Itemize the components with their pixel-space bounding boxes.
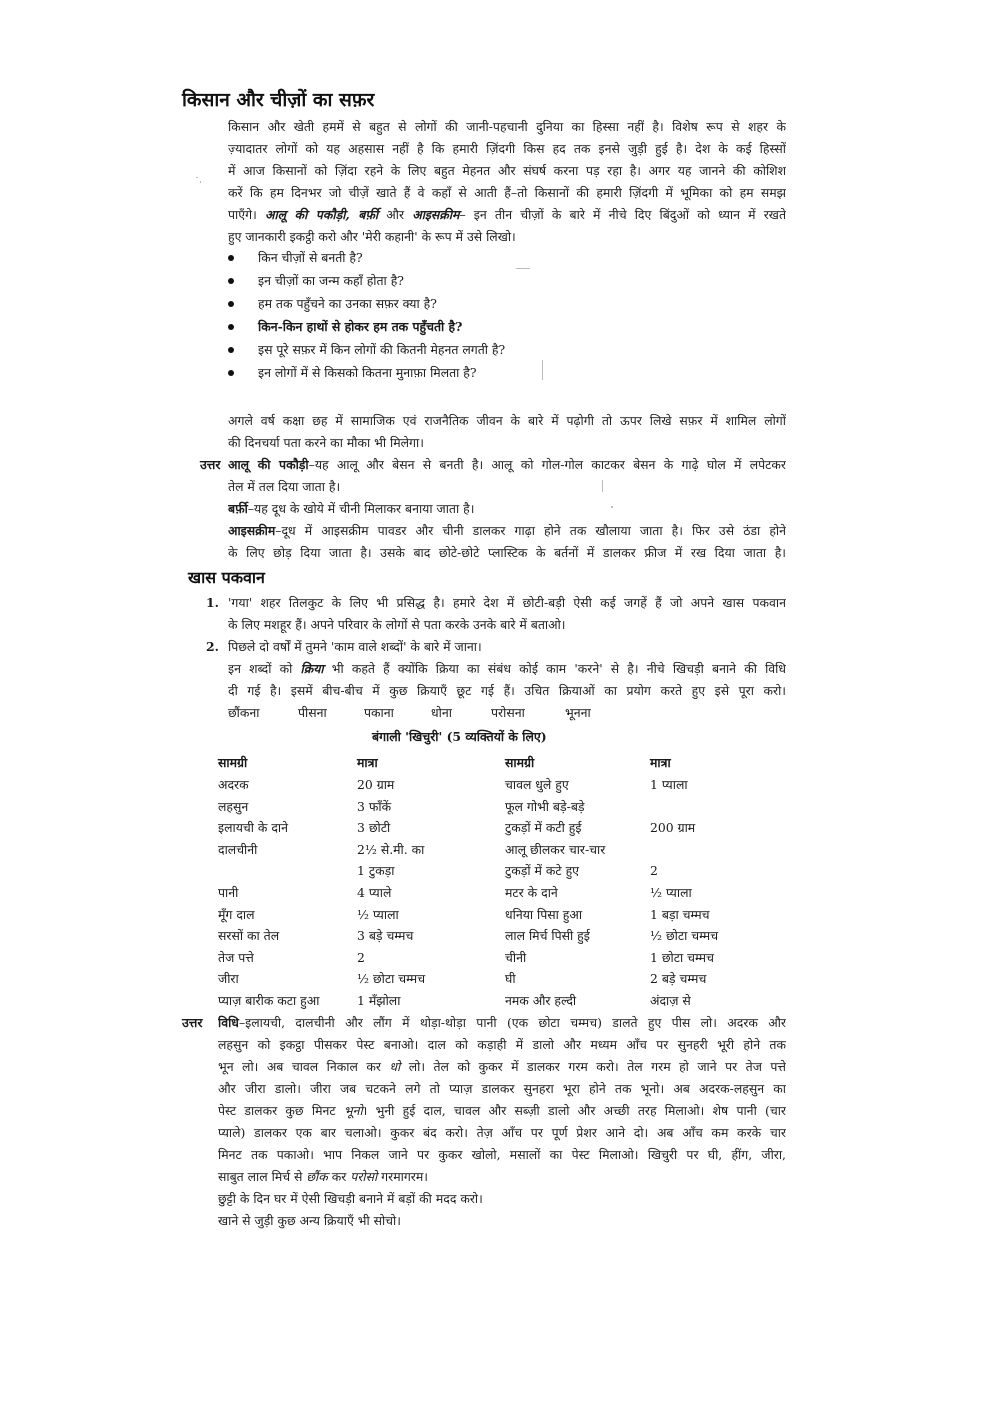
table-cell-ingredient-right: फूल गोभी बड़े-बड़े [505, 798, 585, 814]
answer-label: उत्तर [200, 457, 221, 472]
recipe-table-caption: बंगाली 'खिचुरी' (5 व्यक्तियों के लिए) [372, 729, 547, 744]
table-cell-ingredient-right: चीनी [505, 949, 527, 965]
table-cell-ingredient-right: नमक और हल्दी [505, 993, 577, 1008]
barfi-line [228, 498, 786, 520]
note-line: की दिनचर्या पता करने का मौका भी मिलेगा। [228, 435, 424, 450]
text-fragment: पाएँगे। [228, 207, 257, 222]
intro-line: हुए जानकारी इकट्ठी करो और 'मेरी कहानी' के रूप में उसे लिखो। [228, 229, 516, 244]
table-cell-ingredient-left: पानी [218, 885, 239, 900]
table-cell-quantity-left: ½ प्याला [357, 906, 399, 922]
table-cell-quantity-right: 2 [650, 863, 658, 879]
section-title-kisan: किसान और चीज़ों का सफ़र [182, 89, 375, 111]
icecream-line [228, 520, 786, 542]
table-cell-ingredient-left: सरसों का तेल [218, 928, 280, 944]
table-cell-quantity-left: ½ छोटा चम्मच [357, 971, 426, 987]
table-header: मात्रा [650, 755, 671, 770]
table-cell-ingredient-right: आलू छीलकर चार-चार [505, 841, 606, 857]
table-cell-quantity-left: 4 प्याले [357, 885, 392, 900]
table-cell-quantity-right: ½ छोटा चम्मच [650, 928, 719, 944]
text-fragment: लो। तेल को कुकर में डालकर गरम करो। तेल गरम हो जाने पर तेज पत्ते [408, 1059, 786, 1074]
verb-item: भूनना [565, 705, 591, 720]
question-number: 2. [206, 639, 219, 654]
table-cell-ingredient-right: घी [505, 971, 516, 987]
text-fragment: –यह दूध के खोये में चीनी मिलाकर बनाया जाता है। [247, 501, 475, 516]
pakodi-line: तेल में तल दिया जाता है। [228, 479, 341, 494]
note-line: अगले वर्ष कक्षा छह में सामाजिक एवं राजनैतिक जीवन के बारे में पढ़ोगी तो ऊपर लिखे सफ़र में शामिल लोगों [228, 413, 786, 428]
table-cell-quantity-left: 1 टुकड़ा [357, 863, 395, 879]
text-fragment: और [386, 207, 405, 222]
table-cell-quantity-right: 1 छोटा चम्मच [650, 949, 714, 965]
closing-line: छुट्टी के दिन घर में ऐसी खिचड़ी बनाने में बड़ों की मदद करो। [218, 1191, 483, 1206]
scan-speck [516, 268, 530, 269]
intro-line: किसान और खेती हममें से बहुत से लोगों की जानी-पहचानी दुनिया का हिस्सा नहीं है। विशेष रूप से शहर के [228, 119, 786, 134]
text-fragment: कर [331, 1169, 347, 1184]
table-cell-quantity-left: 2 [357, 949, 365, 965]
table-cell-ingredient-left: जीरा [218, 971, 239, 987]
table-cell-ingredient-left: अदरक [218, 777, 249, 792]
table-cell-quantity-right: 2 बड़े चम्मच [650, 971, 707, 987]
scan-speck [602, 480, 603, 492]
verb-item: पीसना [298, 705, 327, 720]
table-cell-quantity-right: 200 ग्राम [650, 820, 696, 836]
text-fragment: । भुनी हुई दाल, चावल और सब्ज़ी डालो और अच्छी तरह मिलाओ। शेष पानी (चार [362, 1103, 786, 1118]
table-cell-quantity-right: 1 प्याला [650, 777, 688, 792]
text-fragment: पेस्ट डालकर कुछ मिनट [218, 1103, 336, 1118]
icecream-line: के लिए छोड़ दिया जाता है। उसके बाद छोटे-छोटे प्लास्टिक के बर्तनों में डालकर फ्रीज में रख दिया जाता है। [228, 545, 786, 560]
table-header: सामग्री [218, 755, 248, 770]
table-cell-quantity-right: अंदाज़ से [650, 993, 691, 1008]
table-cell-ingredient-left: लहसुन [218, 798, 249, 814]
table-cell-quantity-left: 2½ से.मी. का [357, 841, 425, 857]
table-cell-quantity-right: ½ प्याला [650, 885, 692, 900]
table-cell-ingredient-left: मूँग दाल [218, 906, 255, 922]
question-1 [228, 592, 786, 636]
answer-label: उत्तर [182, 1015, 203, 1030]
table-cell-quantity-right: 1 बड़ा चम्मच [650, 906, 710, 922]
method-line: लहसुन को इकट्ठा पीसकर पेस्ट बनाओ। दाल को कड़ाही में डालो और मध्यम आँच पर सुनहरी भूरी होने तक [218, 1037, 786, 1052]
emphasis-icecream: आइसक्रीम [412, 207, 460, 222]
section-title-khas-pakwan: खास पकवान [188, 568, 265, 587]
table-cell-quantity-left: 1 मँझोला [357, 993, 401, 1008]
intro-line: में आज किसानों को ज़िंदा रहने के लिए बहुत मेहनत और संघर्ष करना पड़ रहा है। अगर यह जानने की कोशिश [228, 163, 786, 178]
method-line [218, 1056, 786, 1078]
bullet-icon [228, 324, 234, 330]
table-cell-ingredient-left: इलायची के दाने [218, 820, 289, 836]
text-fragment: साबुत लाल मिर्च से [218, 1169, 303, 1184]
question-line: 'गया' शहर तिलकुट के लिए भी प्रसिद्ध है। हमारे देश में छोटी-बड़ी ऐसी कई जगहें हैं जो अपने खास पकवान [228, 595, 786, 610]
verb-item: पकाना [364, 705, 394, 720]
term-vidhi: विधि [218, 1015, 239, 1030]
bullet-icon [228, 278, 234, 284]
method-line [218, 1166, 786, 1188]
emphasis-foods: आलू की पकौड़ी, बर्फ़ी [264, 207, 379, 222]
verb-item: धोना [431, 705, 452, 720]
term-barfi: बर्फ़ी [228, 501, 248, 516]
table-cell-quantity-left: 3 छोटी [357, 820, 391, 836]
text-fragment: – इन तीन चीज़ों के बारे में नीचे दिए बिंदुओं को ध्यान में रखते [459, 207, 786, 222]
scan-speck [196, 177, 198, 178]
table-header: मात्रा [357, 755, 378, 770]
method-line: प्याले) डालकर एक बार चलाओ। कुकर बंद करो। तेज़ आँच पर पूर्ण प्रेशर आने दो। अब आँच कम करके चार [218, 1125, 786, 1140]
term-pakodi: आलू की पकौड़ी [228, 457, 309, 472]
scan-speck [542, 360, 543, 380]
method-paragraph [218, 1012, 786, 1232]
question-line: पिछले दो वर्षों में तुमने 'काम वाले शब्दों' के बारे में जाना। [228, 639, 482, 654]
table-cell-ingredient-left: तेज पत्ते [218, 949, 254, 965]
verb-item: परोसना [491, 705, 525, 720]
question-line [228, 658, 786, 680]
table-cell-ingredient-right: धनिया पिसा हुआ [505, 906, 583, 922]
bullet-icon [228, 347, 234, 353]
bullet-icon [228, 255, 234, 261]
emphasis-verb: परोसो [350, 1169, 378, 1184]
table-cell-ingredient-right: मटर के दाने [505, 885, 558, 900]
method-line [218, 1100, 786, 1122]
method-line [218, 1012, 786, 1034]
text-fragment: गरमागरम। [381, 1169, 428, 1184]
bullet-icon [228, 301, 234, 307]
intro-paragraph [228, 116, 786, 248]
table-cell-quantity-left: 20 ग्राम [357, 777, 395, 792]
text-fragment: –दूध में आइसक्रीम पावडर और चीनी डालकर गाढ़ा होने तक खौलाया जाता है। फिर उसे ठंडा होने [275, 523, 786, 538]
bullet-icon [228, 370, 234, 376]
table-cell-ingredient-left: प्याज़ बारीक कटा हुआ [218, 993, 320, 1008]
table-cell-ingredient-right: लाल मिर्च पिसी हुई [505, 928, 590, 944]
table-cell-ingredient-right: टुकड़ों में कटे हुए [505, 863, 580, 879]
intro-line-5 [228, 204, 786, 226]
table-cell-quantity-left: 3 फाँकें [357, 798, 392, 814]
closing-line: खाने से जुड़ी कुछ अन्य क्रियाएँ भी सोचो। [218, 1213, 401, 1228]
text-fragment: –इलायची, दालचीनी और लौंग में थोड़ा-थोड़ा पानी (एक छोटा चम्मच) डालते हुए पीस लो। अदरक और [238, 1015, 786, 1030]
question-line: दी गई है। इसमें बीच-बीच में कुछ क्रियाएँ छूट गई हैं। उचित क्रियाओं का प्रयोग करते हुए इसे पूरा करो। [228, 683, 786, 698]
textbook-page: किसान और चीज़ों का सफ़र किसान और खेती हममें से बहुत से लोगों की जानी-पहचानी दुनिया का हिस्सा नहीं है। विशेष रूप से शहर के ज़्यादातर लोगों को यह अहसास नहीं है कि हमारी ज़िंदगी किस हद तक इनसे जुड़ी हुई है। देश के कई हिस्सों में आज किसानों को ज़िंदा रहने के लिए बहुत मेहनत और संघर्ष करना पड़ रहा है। अगर यह जानने की कोशिश करें कि हम दिनभर जो चीज़ें खाते हैं वे कहाँ से आती हैं–तो किसानों की हमारी ज़िंदगी में भूमिका को हम समझ पाएँगे। आलू की पकौड़ी, बर्फ़ी और आइसक्रीम– इन तीन चीज़ों के बारे में नीचे दिए बिंदुओं को ध्यान में रखते हुए जानकारी इकट्ठी करो और 'मेरी कहानी' के रूप में उसे लिखो। किन चीज़ों से बनती है? इन चीज़ों का जन्म कहाँ होता है? हम तक पहुँचने का उनका सफ़र क्या है? किन-किन हाथों से होकर हम तक पहुँचती है? इस पूरे सफ़र में किन लोगों की कितनी मेहनत लगती है? इन लोगों में से किसको कितना मुनाफ़ा मिलता है? अगले वर्ष कक्षा छह में सामाजिक एवं राजनैतिक जीवन के बारे में पढ़ोगी तो ऊपर लिखे सफ़र में शामिल लोगों की दिनचर्या पता करने का मौका भी मिलेगा। उत्तर आलू की पकौड़ी–यह आलू और बेसन से बनती है। आलू को गोल-गोल काटकर बेसन के गाढ़े घोल में लपेटकर तेल में तल दिया जाता है। बर्फ़ी–यह दूध के खोये में चीनी मिलाकर बनाया जाता है। आइसक्रीम–दूध में आइसक्रीम पावडर और चीनी डालकर गाढ़ा होने तक खौलाया जाता है। फिर उसे ठंडा होने के लिए छोड़ दिया जाता है। उसके बाद छोटे-छोटे प्लास्टिक के बर्तनों में डालकर फ्रीज में रख दिया जाता है। खास पकवान 1. 'गया' शहर तिलकुट के लिए भी प्रसिद्ध है। हमारे देश में छोटी-बड़ी ऐसी कई जगहें हैं जो अपने खास पकवान के लिए मशहूर हैं। अपने परिवार के लोगों से पता करके उनके बारे में बताओ। 2. पिछले दो वर्षों में तुमने 'काम वाले शब्दों' के बारे में जाना। इन शब्दों को क्रिया भी कहते हैं क्योंकि क्रिया का संबंध कोई काम 'करने' से है। नीचे खिचड़ी बनाने की विधि दी गई है। इसमें बीच-बीच में कुछ क्रियाएँ छूट गई हैं। उचित क्रियाओं का प्रयोग करते हुए इसे पूरा करो। छौंकना पीसना पकाना धोना परोसना भूनना बंगाली 'खिचुरी' (5 व्यक्तियों के लिए) सामग्री मात्रा सामग्री मात्रा अदरक 20 ग्राम चावल धुले हुए 1 प्याला लहसुन 3 फाँकें फूल गोभी बड़े-बड़े इलायची के दाने 3 छोटी टुकड़ों में कटी हुई 200 ग्राम दालचीनी 2½ से.मी. का आलू छीलकर चार-चार 1 टुकड़ा टुकड़ों में कटे हुए 2 पानी 4 प्याले मटर के दाने ½ प्याला मूँग दाल ½ प्याला धनिया पिसा हुआ 1 बड़ा चम्मच सरसों का तेल 3 बड़े चम्मच लाल मिर्च पिसी हुई ½ छोटा चम्मच तेज पत्ते 2 चीनी 1 छोटा चम्मच जीरा ½ छोटा चम्मच घी 2 बड़े चम्मच प्याज़ बारीक कटा हुआ 1 मँझोला नमक और हल्दी अंदाज़ से उत्तर विधि–इलायची, दालचीनी और लौंग में थोड़ा-थोड़ा पानी (एक छोटा चम्मच) डालते हुए पीस लो। अदरक और लहसुन को इकट्ठा पीसकर पेस्ट बनाओ। दाल को कड़ाही में डालो और मध्यम आँच पर सुनहरी भूरी होने तक भून लो। अब चावल निकाल कर धो लो। तेल को कुकर में डालकर गरम करो। तेल गरम हो जाने पर तेज पत्ते और जीरा डालो। जीरा जब चटकने लगे तो प्याज़ डालकर सुनहरा भूरा होने तक भूनो। अब अदरक-लहसुन का पेस्ट डालकर कुछ मिनट भूनो। भुनी हुई दाल, चावल और सब्ज़ी डालो और अच्छी तरह मिलाओ। शेष पानी (चार प्याले) डालकर एक बार चलाओ। कुकर बंद करो। तेज़ आँच पर पूर्ण प्रेशर आने दो। अब आँच कम करके चार मिनट तक पकाओ। भाप निकल जाने पर कुकर खोलो, मसालों का पेस्ट मिलाओ। खिचुरी पर घी, हींग, जीरा, साबुत लाल मिर्च से छौंक कर परोसो गरमागरम। छुट्टी के दिन घर में ऐसी खिचड़ी बनाने में बड़ों की मदद करो। खाने से जुड़ी कुछ अन्य क्रियाएँ भी सोचो। [0, 0, 992, 1403]
table-header: सामग्री [505, 755, 535, 770]
emphasis-verb: धो [389, 1059, 401, 1074]
pakodi-line [228, 454, 786, 476]
answer-paragraph [228, 454, 786, 564]
method-line: और जीरा डालो। जीरा जब चटकने लगे तो प्याज़ डालकर सुनहरा भूरा होने तक भूनो। अब अदरक-लहसुन का [218, 1081, 786, 1096]
table-cell-ingredient-right: टुकड़ों में कटी हुई [505, 820, 582, 836]
scan-speck [200, 181, 201, 183]
text-fragment: भी कहते हैं क्योंकि क्रिया का संबंध कोई काम 'करने' से है। नीचे खिचड़ी बनाने की विधि [331, 661, 786, 676]
text-fragment: भून लो। अब चावल निकाल कर [218, 1059, 381, 1074]
table-cell-ingredient-left: दालचीनी [218, 841, 258, 857]
table-cell-quantity-left: 3 बड़े चम्मच [357, 928, 414, 944]
question-2 [228, 636, 786, 702]
intro-line: ज़्यादातर लोगों को यह अहसास नहीं है कि हमारी ज़िंदगी किस हद तक इनसे जुड़ी हुई है। देश के कई हिस्सों [228, 141, 786, 156]
emphasis-verb: भूनो [343, 1103, 363, 1118]
verb-item: छौंकना [228, 705, 260, 720]
scan-speck [611, 506, 613, 508]
emphasis-verb: छौंक [306, 1169, 328, 1184]
emphasis-kriya: क्रिया [300, 661, 324, 676]
method-line: मिनट तक पकाओ। भाप निकल जाने पर कुकर खोलो, मसालों का पेस्ट मिलाओ। खिचुरी पर घी, हींग, जीरा, [218, 1147, 786, 1162]
text-fragment: –यह आलू और बेसन से बनती है। आलू को गोल-गोल काटकर बेसन के गाढ़े घोल में लपेटकर [308, 457, 786, 472]
question-line: के लिए मशहूर हैं। अपने परिवार के लोगों से पता करके उनके बारे में बताओ। [228, 617, 566, 632]
term-icecream: आइसक्रीम [228, 523, 276, 538]
question-number: 1. [206, 595, 219, 610]
table-cell-ingredient-right: चावल धुले हुए [505, 777, 569, 792]
intro-line: करें कि हम दिनभर जो चीज़ें खाते हैं वे कहाँ से आती हैं–तो किसानों की हमारी ज़िंदगी में भूमिका को हम समझ [228, 185, 786, 200]
note-paragraph [228, 410, 786, 454]
text-fragment: इन शब्दों को [228, 661, 293, 676]
